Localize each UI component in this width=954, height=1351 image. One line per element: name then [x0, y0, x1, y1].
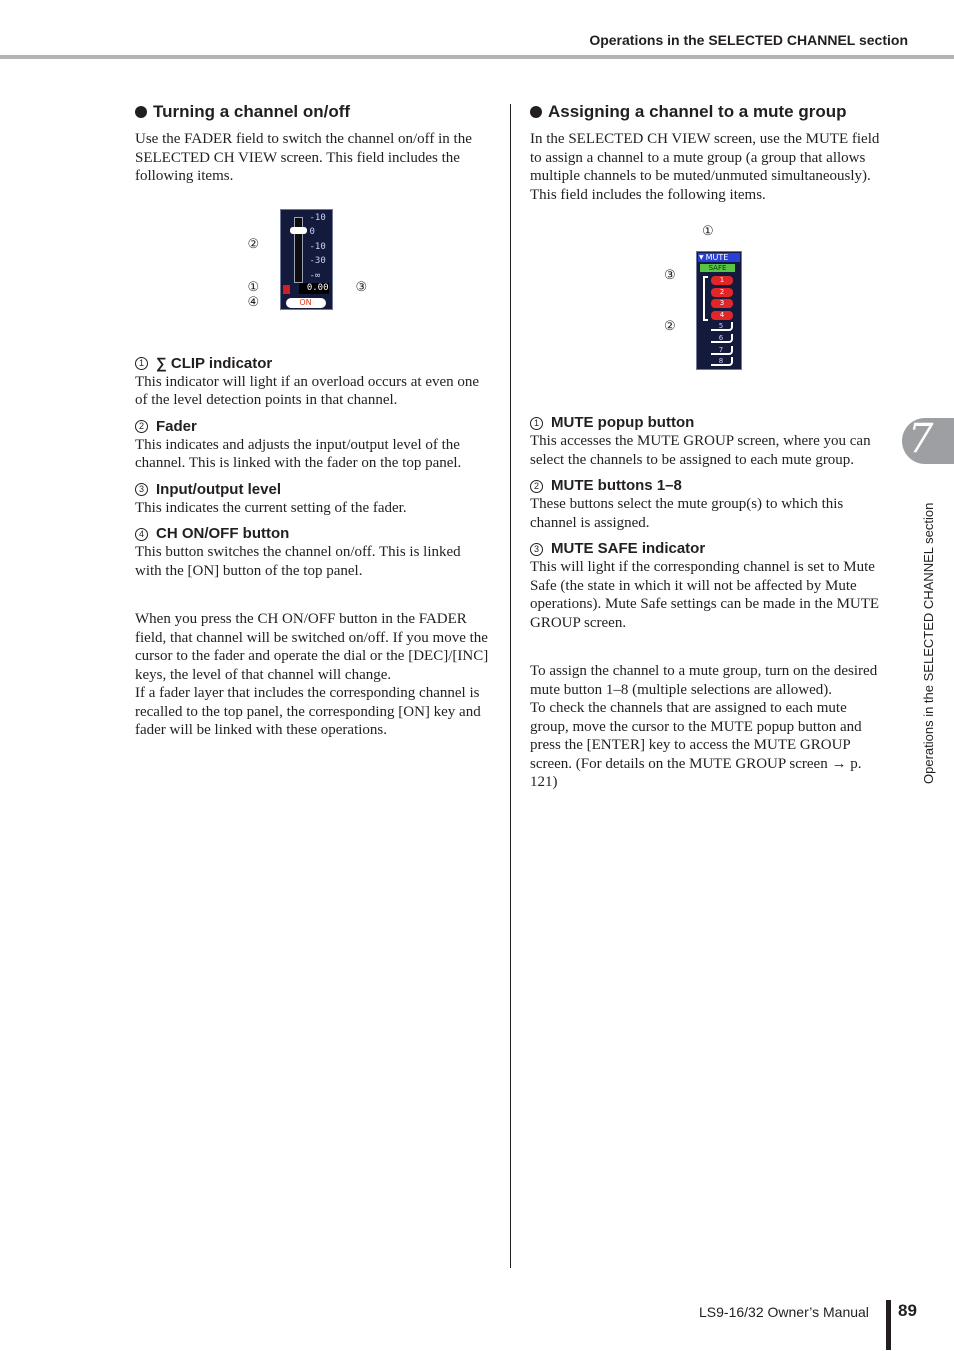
mute-buttons — [711, 276, 733, 366]
number-badge: 3 — [530, 543, 543, 556]
left-body-2: If a fader layer that includes the corresponding channel is recalled to the top panel, the corresponding [ON] key and fader will be linked with these operations. — [135, 685, 481, 738]
page-number: 89 — [898, 1301, 917, 1320]
right-heading: Assigning a channel to a mute group — [530, 102, 888, 122]
chapter-tab — [902, 418, 954, 464]
right-body-1: To assign the channel to a mute group, turn on the desired mute button 1–8 (multiple selections are allowed). — [530, 663, 878, 698]
item-level: 3 Input/output level This indicates the current setting of the fader. — [135, 480, 407, 516]
number-badge: 2 — [530, 480, 543, 493]
level-value: 0.00 — [299, 283, 329, 294]
number-badge: 1 — [530, 417, 543, 430]
mute-button[interactable]: 3 — [711, 299, 733, 308]
mute-button[interactable]: 2 — [711, 288, 733, 297]
mute-button[interactable]: 8 — [711, 357, 733, 366]
bullet-icon — [135, 106, 147, 118]
left-column — [135, 102, 490, 740]
footer-manual-title: LS9-16/32 Owner’s Manual — [699, 1304, 869, 1320]
column-divider — [510, 104, 511, 1268]
mute-button[interactable]: 6 — [711, 334, 733, 343]
scale-label: 0 — [309, 227, 315, 237]
fader-figure — [248, 209, 378, 313]
mute-figure — [654, 223, 764, 378]
left-heading: Turning a channel on/off — [135, 102, 490, 122]
triangle-down-icon: ▼ — [699, 254, 704, 261]
right-column — [530, 102, 888, 792]
left-body-1: When you press the CH ON/OFF button in the FADER field, that channel will be switched on/off. If you move the cursor to the fader and operate the dial or the [DEC]/[INC] keys, the level of that channel will change. — [135, 611, 489, 683]
left-intro: Use the FADER field to switch the channel on/off in the SELECTED CH VIEW screen. This field includes the following items. — [135, 131, 472, 184]
mute-panel — [696, 251, 742, 370]
ch-on-button[interactable]: ON — [286, 298, 326, 308]
right-intro: In the SELECTED CH VIEW screen, use the MUTE field to assign a channel to a mute group (a group that allows multiple channels to be muted/unmuted simultaneously). This field includes the following items. — [530, 131, 880, 203]
item-list-left — [135, 355, 490, 581]
item-clip: 1 ∑ CLIP indicator This indicator will light if an overload occurs at even one of the level detection points in that channel. — [135, 354, 480, 408]
number-badge: 3 — [135, 483, 148, 496]
scale-label: -10 — [309, 241, 326, 252]
mute-safe-indicator: SAFE — [700, 264, 735, 272]
bullet-icon — [530, 106, 542, 118]
scale-label: -30 — [309, 256, 326, 266]
mute-button[interactable]: 1 — [711, 276, 733, 285]
item-fader: 2 Fader This indicates and adjusts the input/output level of the channel. This is linked with the fader on the top panel. — [135, 417, 462, 471]
mute-button[interactable]: 7 — [711, 346, 733, 355]
clip-indicator — [283, 285, 290, 294]
item-list-right — [530, 414, 888, 632]
callout-3: ③ — [664, 267, 676, 282]
callout-1: ① — [702, 223, 714, 238]
number-badge: 2 — [135, 420, 148, 433]
item-mute-buttons: 2 MUTE buttons 1–8 These buttons select the mute group(s) to which this channel is assigned. — [530, 477, 844, 531]
number-badge: 1 — [135, 357, 148, 370]
fader-scale — [310, 211, 326, 284]
mute-bracket — [703, 276, 708, 321]
mute-button[interactable]: 5 — [711, 322, 733, 331]
item-mute-popup: 1 MUTE popup button This accesses the MUTE GROUP screen, where you can select the channels to be assigned to each mute group. — [530, 414, 871, 468]
callout-3: ③ — [355, 278, 368, 294]
item-ch-on: 4 CH ON/OFF button This button switches the channel on/off. This is linked with the [ON] button of the top panel. — [135, 525, 461, 579]
fader-knob[interactable] — [290, 227, 307, 234]
footer-bar — [886, 1300, 891, 1350]
side-running-text: Operations in the SELECTED CHANNEL section — [921, 502, 936, 784]
mute-popup-button[interactable]: ▼ MUTE — [698, 253, 740, 262]
number-badge: 4 — [135, 528, 148, 541]
callout-2: ② — [247, 235, 260, 251]
header-rule — [0, 55, 954, 59]
running-head: Operations in the SELECTED CHANNEL section — [589, 32, 908, 48]
callout-2: ② — [664, 318, 676, 333]
item-mute-safe: 3 MUTE SAFE indicator This will light if the corresponding channel is set to Mute Safe (the state in which it will not be affected by Mute operations). Mute Safe settings can be made in the MUTE GROUP screen. — [530, 540, 880, 631]
mute-button[interactable]: 4 — [711, 311, 733, 320]
scale-label: -∞ — [309, 270, 321, 281]
callout-4: ④ — [247, 293, 260, 309]
scale-label: -10 — [309, 212, 326, 223]
chapter-number: 7 — [908, 416, 934, 462]
fader-panel — [280, 209, 333, 310]
callout-1: ① — [247, 278, 260, 294]
right-body-2: To check the channels that are assigned to each mute group, move the cursor to the MUTE popup button and press the [ENTER] key to access the MUTE GROUP screen. (For details on the MUTE GROUP screen → p. 121) — [530, 700, 862, 790]
